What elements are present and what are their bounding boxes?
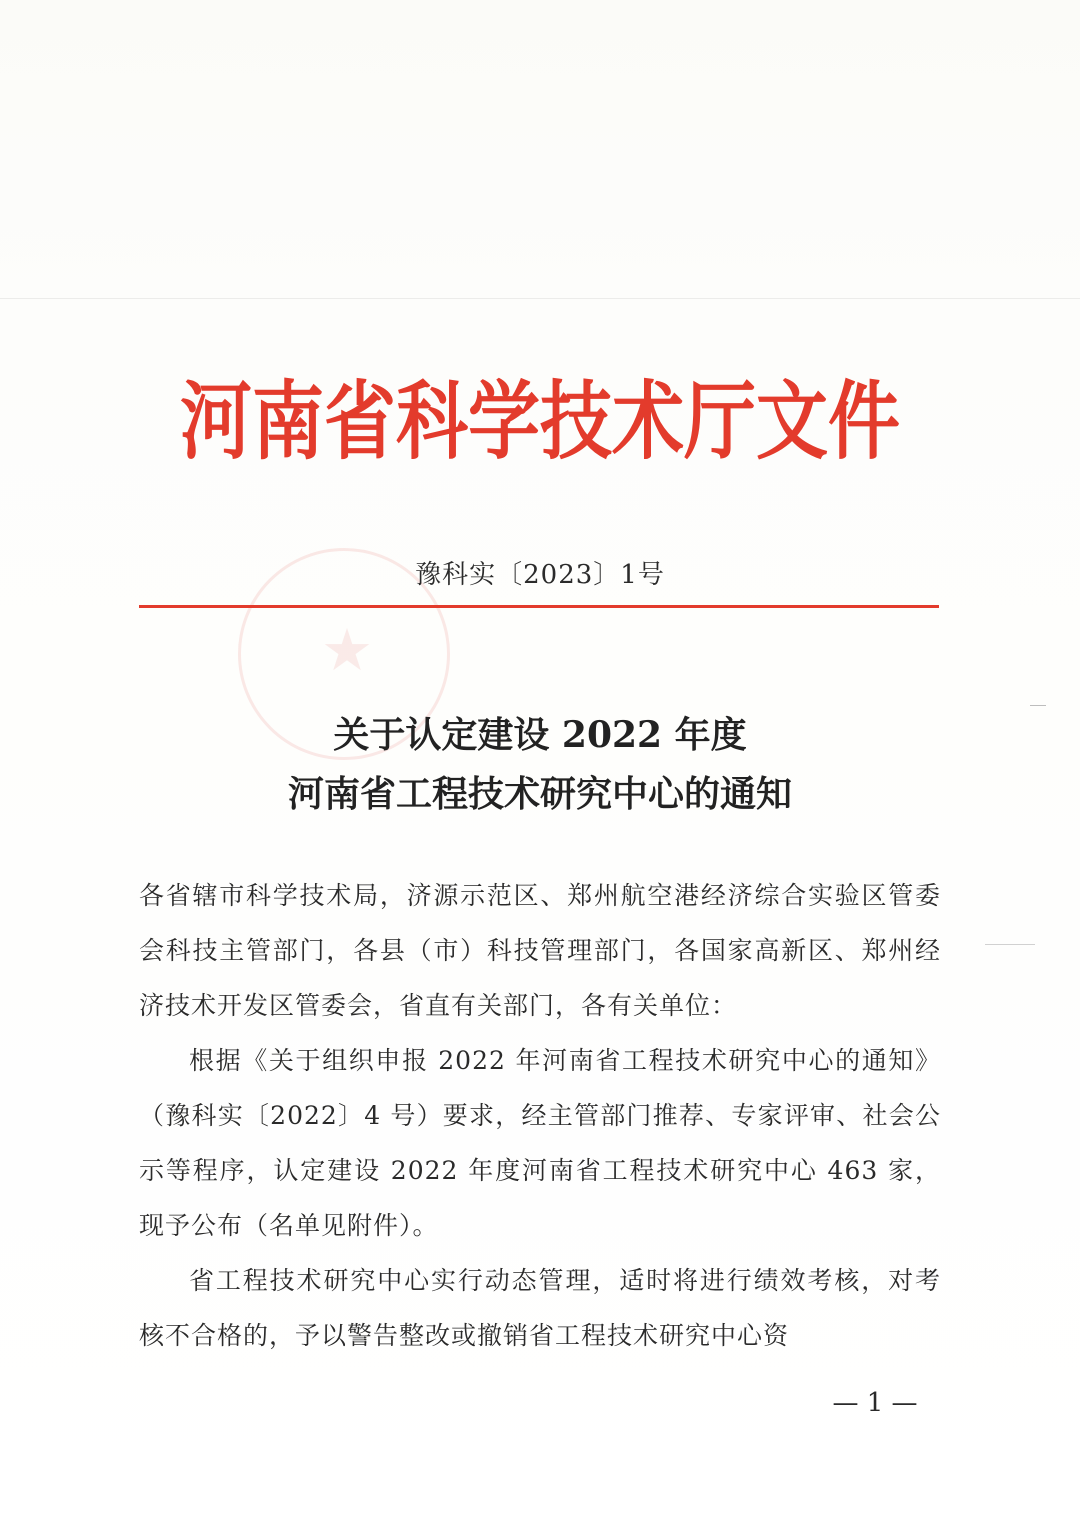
scan-mark-right-middle [985,944,1035,945]
notice-title-line-1: 关于认定建设 2022 年度 [333,714,747,756]
notice-title-line-2: 河南省工程技术研究中心的通知 [287,773,792,815]
notice-title [0,707,1080,822]
salutation-paragraph: 各省辖市科学技术局，济源示范区、郑州航空港经济综合实验区管委会科技主管部门，各县（市）科技管理部门，各国家高新区、郑州经济技术开发区管委会，省直有关部门，各有关单位： [139,881,941,1020]
body-paragraph-1: 根据《关于组织申报 2022 年河南省工程技术研究中心的通知》（豫科实〔2022〕4 号）要求，经主管部门推荐、专家评审、社会公示等程序，认定建设 2022 年度河南省工程技术研究中心 463 家，现予公布（名单见附件）。 [139,1046,941,1240]
document-number: 豫科实〔2023〕1号 [415,560,665,590]
body-paragraph-2: 省工程技术研究中心实行动态管理，适时将进行绩效考核，对考核不合格的，予以警告整改或撤销省工程技术研究中心资 [139,1266,941,1350]
scan-fold-line [0,298,1080,299]
seal-star-icon: ★ [321,616,373,684]
document-body [139,868,941,1363]
red-divider-line [139,605,939,608]
page-number: — 1 — [832,1388,918,1418]
scan-mark-right-upper [1030,705,1046,706]
issuer-header: 河南省科学技术厅文件 [179,370,900,472]
